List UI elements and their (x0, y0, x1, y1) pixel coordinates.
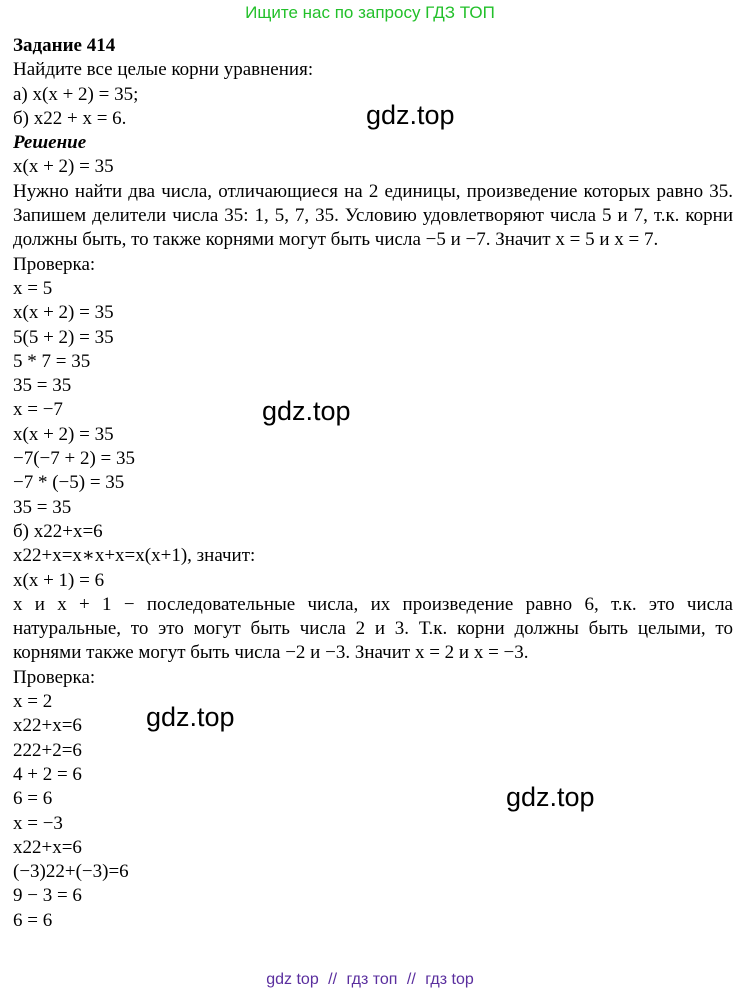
solution-line: −7 * (−5) = 35 (13, 472, 125, 494)
footer-link-gdz-top-mixed[interactable]: гдз top (425, 971, 474, 988)
footer-separator: // (328, 971, 338, 988)
solution-line: б) x22+x=6 (13, 520, 103, 542)
solution-line: x(x + 2) = 35 (13, 423, 114, 445)
solution-line: x(x + 2) = 35 (13, 302, 114, 324)
solution-line: 9 − 3 = 6 (13, 885, 82, 907)
task-item-a: а) x(x + 2) = 35; (13, 83, 139, 105)
solution-line: x = 5 (13, 277, 53, 299)
solution-line: 222+2=6 (13, 739, 82, 761)
solution-line: x = 2 (13, 691, 53, 713)
solution-paragraph: x и x + 1 − последовательные числа, их произведение равно 6, т.к. это числа натуральные, то это могут быть числа 2 и 3. Т.к. корни должны быть целыми, то корнями также могут быть числа −2 и −3. Значит x = 2 и x = −3. (13, 593, 733, 664)
solution-line: Проверка: (13, 253, 96, 275)
solution-line: 5(5 + 2) = 35 (13, 326, 114, 348)
solution-line: x(x + 2) = 35 (13, 156, 114, 178)
solution-line: 35 = 35 (13, 375, 72, 397)
footer-link-gdz-top[interactable]: gdz top (266, 971, 319, 988)
solution-line: 6 = 6 (13, 788, 53, 810)
solution-line: (−3)22+(−3)=6 (13, 861, 129, 883)
task-content (13, 34, 733, 933)
solution-label: Решение (13, 132, 87, 154)
solution-line: x22+x=6 (13, 715, 82, 737)
solution-line: Проверка: (13, 666, 96, 688)
watermark: gdz.top (366, 100, 455, 130)
solution-line: x = −7 (13, 399, 63, 421)
footer-links (0, 970, 740, 990)
task-prompt: Найдите все целые корни уравнения: (13, 59, 314, 81)
watermark: gdz.top (146, 702, 235, 732)
solution-line: x22+x=6 (13, 836, 82, 858)
solution-line: 4 + 2 = 6 (13, 763, 82, 785)
search-banner: Ищите нас по запросу ГДЗ ТОП (245, 3, 495, 22)
task-title: Задание 414 (13, 35, 116, 56)
solution-line: x = −3 (13, 812, 63, 834)
watermark: gdz.top (506, 782, 595, 812)
solution-line: x22+x=x∗x+x=x(x+1), значит: (13, 545, 256, 567)
solution-line: −7(−7 + 2) = 35 (13, 448, 136, 470)
footer-link-gdz-top-ru[interactable]: гдз топ (346, 971, 398, 988)
solution-paragraph: Нужно найти два числа, отличающиеся на 2 единицы, произведение которых равно 35. Запишем делители числа 35: 1, 5, 7, 35. Условию удовлетворяют числа 5 и 7, т.к. корни должны быть, то также корнями могут быть числа −5 и −7. Значит x = 5 и x = 7. (13, 180, 733, 251)
solution-line: 6 = 6 (13, 909, 53, 931)
solution-line: 5 * 7 = 35 (13, 350, 91, 372)
task-item-b: б) x22 + x = 6. (13, 107, 127, 129)
solution-line: x(x + 1) = 6 (13, 569, 105, 591)
solution-line: 35 = 35 (13, 496, 72, 518)
watermark: gdz.top (262, 396, 351, 426)
footer-separator: // (406, 971, 416, 988)
